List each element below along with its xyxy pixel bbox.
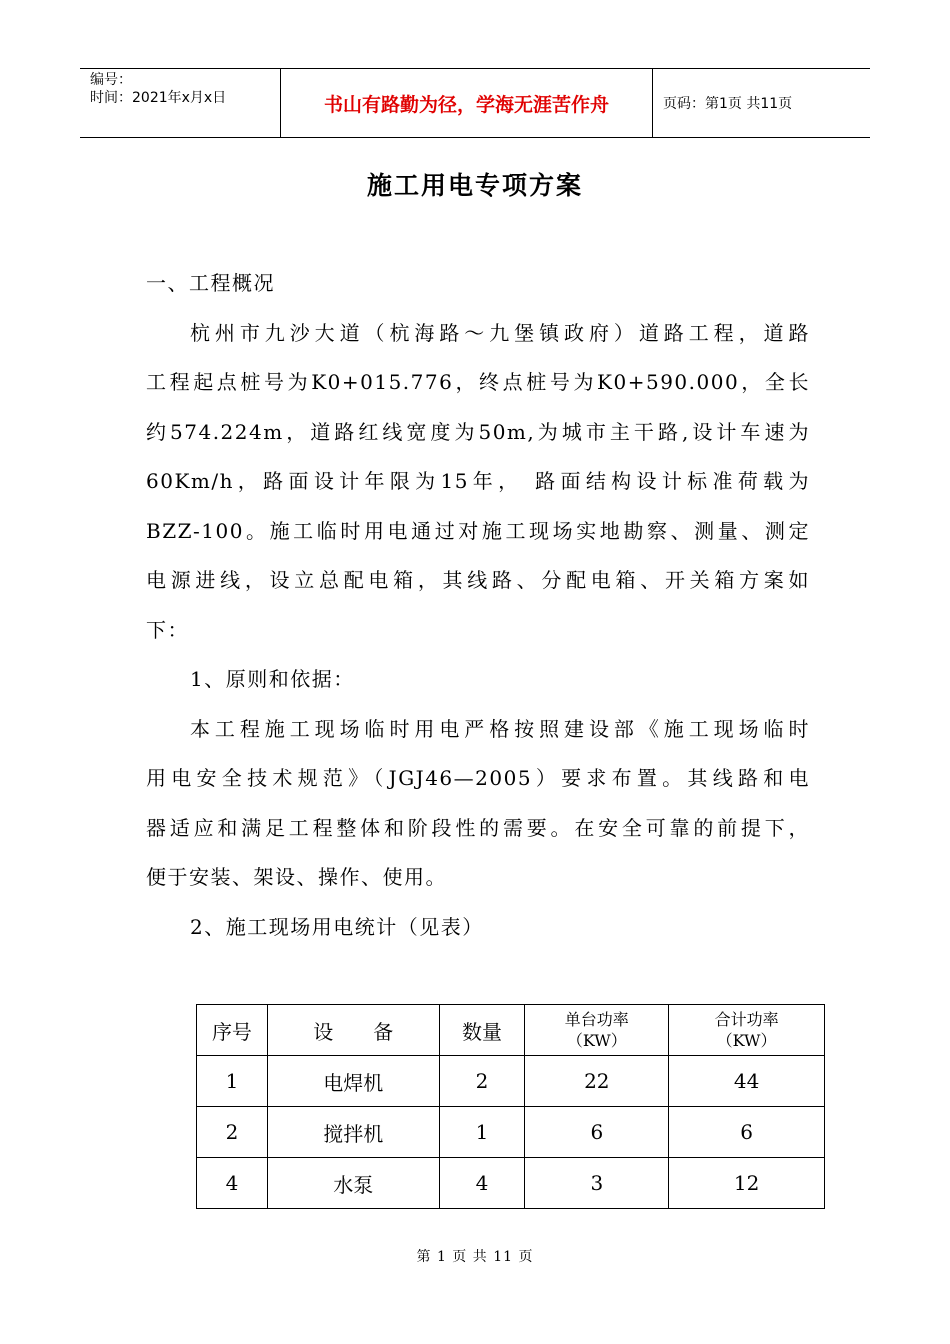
header-unit-power (525, 1005, 669, 1056)
cell-unit-power: 6 (525, 1107, 669, 1158)
header-total-power-line2: （KW） (716, 1031, 777, 1050)
cell-seq: 4 (197, 1158, 268, 1209)
cell-device: 搅拌机 (267, 1107, 439, 1158)
paragraph-line: 便于安装、架设、操作、使用。 (146, 865, 447, 889)
paragraph-line: 约574.224m，道路红线宽度为50m,为城市主干路,设计车速为 (146, 419, 810, 444)
header-meta (80, 69, 281, 137)
header-qty: 数量 (439, 1005, 525, 1056)
cell-device: 水泵 (267, 1158, 439, 1209)
cell-seq: 2 (197, 1107, 268, 1158)
cell-qty: 2 (439, 1056, 525, 1107)
paragraph-line: 用电安全技术规范》（JGJ46—2005）要求布置。其线路和电 (146, 766, 810, 790)
cell-total-power: 44 (669, 1056, 825, 1107)
header-time-label: 时间：2021年x月x日 (90, 90, 227, 106)
header-device: 设 备 (267, 1005, 439, 1056)
cell-total-power: 6 (669, 1107, 825, 1158)
table-row (197, 1158, 825, 1209)
document-title: 施工用电专项方案 (366, 171, 583, 200)
header-page-info: 页码：第1页 共11页 (663, 96, 793, 112)
header-number-label: 编号： (90, 72, 132, 88)
subsection-heading: 1、原则和依据： (190, 667, 355, 691)
table-header-row (197, 1005, 825, 1056)
cell-device: 电焊机 (267, 1056, 439, 1107)
paragraph-line: 电源进线，设立总配电箱，其线路、分配电箱、开关箱方案如 (146, 568, 810, 592)
table-row (197, 1107, 825, 1158)
paragraph-line: 60Km/h，路面设计年限为15年， 路面结构设计标准荷载为 (146, 469, 810, 493)
cell-seq: 1 (197, 1056, 268, 1107)
section-heading: 一、工程概况 (146, 271, 275, 295)
paragraph-line: 本工程施工现场临时用电严格按照建设部《施工现场临时 (190, 716, 810, 741)
paragraph-line: 器适应和满足工程整体和阶段性的需要。在安全可靠的前提下， (146, 815, 810, 840)
cell-unit-power: 22 (525, 1056, 669, 1107)
header-total-power-line1: 合计功率 (714, 1010, 779, 1029)
cell-qty: 4 (439, 1158, 525, 1209)
cell-qty: 1 (439, 1107, 525, 1158)
header-unit-power-line1: 单台功率 (564, 1010, 629, 1029)
header-unit-power-line2: （KW） (566, 1031, 627, 1050)
header-motto: 书山有路勤为径，学海无涯苦作舟 (281, 69, 653, 137)
page-footer: 第 1 页 共 11 页 (416, 1249, 534, 1265)
header-total-power (669, 1005, 825, 1056)
section-overview (146, 259, 810, 952)
paragraph-line: 下： (146, 617, 189, 642)
table-row (197, 1056, 825, 1107)
power-usage-table (196, 1004, 825, 1209)
header-seq: 序号 (197, 1005, 268, 1056)
cell-unit-power: 3 (525, 1158, 669, 1209)
cell-total-power: 12 (669, 1158, 825, 1209)
paragraph-line: BZZ-100。施工临时用电通过对施工现场实地勘察、测量、测定 (146, 518, 810, 543)
page-header (80, 68, 870, 138)
subsection-heading: 2、施工现场用电统计（见表） (190, 914, 484, 939)
paragraph-line: 杭州市九沙大道（杭海路～九堡镇政府）道路工程，道路 (190, 320, 810, 345)
paragraph-line: 工程起点桩号为K0+015.776，终点桩号为K0+590.000，全长 (146, 370, 810, 394)
